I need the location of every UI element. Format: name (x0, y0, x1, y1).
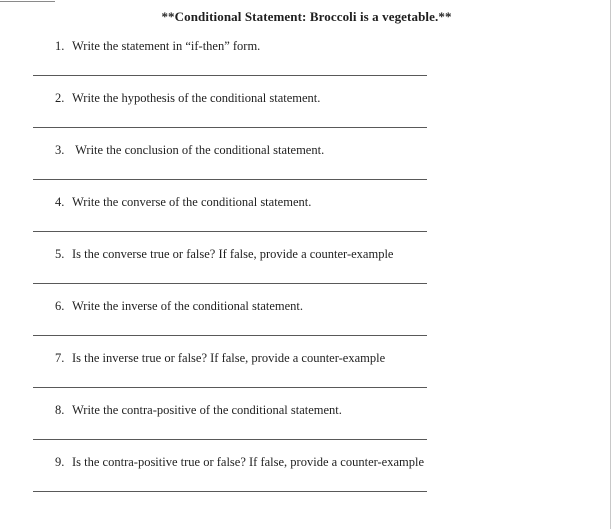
question-text: Write the converse of the conditional statement. (72, 195, 312, 209)
question-number: 5. (55, 247, 65, 261)
question-row (0, 247, 613, 262)
question-row (0, 91, 613, 106)
question-text: Write the contra-positive of the conditional statement. (72, 403, 342, 417)
question-number: 3. (55, 143, 65, 157)
answer-blank-line (33, 387, 427, 388)
question-text: Is the converse true or false? If false, provide a counter-example (72, 247, 394, 261)
answer-blank-line (33, 231, 427, 232)
page-right-edge (610, 0, 611, 529)
question-text: Write the conclusion of the conditional statement. (72, 143, 325, 157)
question-number: 4. (55, 195, 65, 209)
question-row (0, 299, 613, 314)
answer-blank-line (33, 335, 427, 336)
answer-blank-line (33, 179, 427, 180)
answer-blank-line (33, 491, 427, 492)
question-row (0, 143, 613, 158)
answer-blank-line (33, 283, 427, 284)
question-text: Is the inverse true or false? If false, provide a counter-example (72, 351, 386, 365)
question-item (0, 195, 613, 232)
question-row (0, 39, 613, 54)
question-row (0, 455, 613, 470)
top-edge-line (0, 1, 55, 2)
question-text: Write the statement in “if-then” form. (72, 39, 261, 53)
question-number: 2. (55, 91, 65, 105)
worksheet-title: **Conditional Statement: Broccoli is a vegetable.** (161, 9, 452, 24)
question-row (0, 403, 613, 418)
question-item (0, 39, 613, 76)
answer-blank-line (33, 75, 427, 76)
question-row (0, 195, 613, 210)
question-row (0, 351, 613, 366)
question-item (0, 299, 613, 336)
question-list (0, 39, 613, 492)
question-text: Write the hypothesis of the conditional statement. (72, 91, 321, 105)
question-text: Is the contra-positive true or false? If false, provide a counter-example (72, 455, 425, 469)
question-number: 7. (55, 351, 65, 365)
question-item (0, 91, 613, 128)
question-number: 6. (55, 299, 65, 313)
answer-blank-line (33, 127, 427, 128)
answer-blank-line (33, 439, 427, 440)
question-item (0, 247, 613, 284)
question-item (0, 143, 613, 180)
question-number: 9. (55, 455, 65, 469)
question-text: Write the inverse of the conditional statement. (72, 299, 304, 313)
question-item (0, 403, 613, 440)
question-number: 1. (55, 39, 65, 53)
question-number: 8. (55, 403, 65, 417)
question-item (0, 351, 613, 388)
question-item (0, 455, 613, 492)
